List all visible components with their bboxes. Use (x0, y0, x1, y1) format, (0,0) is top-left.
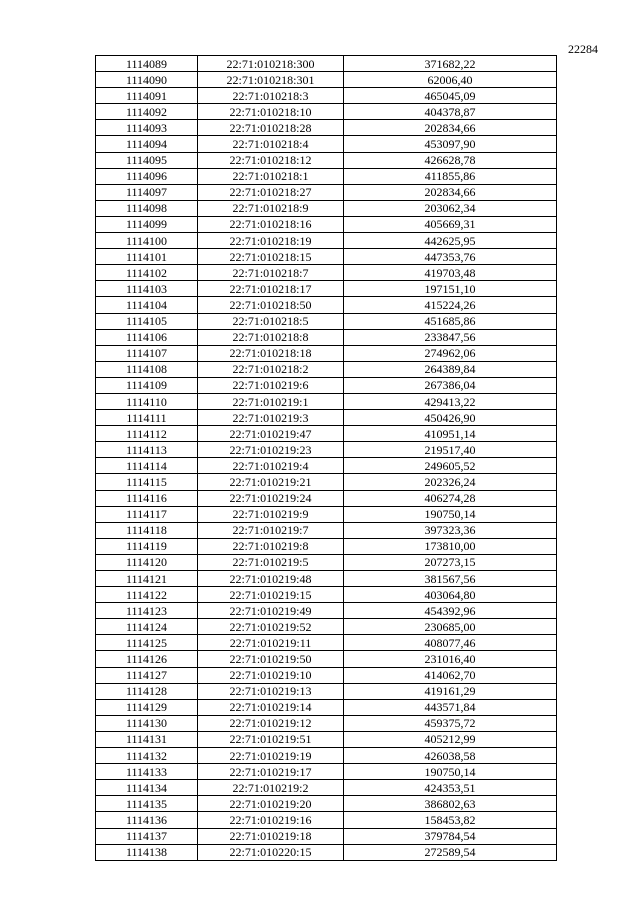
cadastral-number-cell: 22:71:010218:301 (198, 72, 344, 88)
cadastral-number-cell: 22:71:010219:51 (198, 731, 344, 747)
cadastral-value-cell: 426038,58 (344, 748, 557, 764)
row-number-cell: 1114106 (96, 329, 198, 345)
cadastral-value-cell: 371682,22 (344, 56, 557, 72)
table-row (96, 249, 557, 265)
cadastral-value-cell: 207273,15 (344, 554, 557, 570)
row-number-cell: 1114120 (96, 554, 198, 570)
table-row (96, 715, 557, 731)
table-row (96, 506, 557, 522)
cadastral-number-cell: 22:71:010219:9 (198, 506, 344, 522)
cadastral-value-cell: 406274,28 (344, 490, 557, 506)
row-number-cell: 1114094 (96, 136, 198, 152)
cadastral-number-cell: 22:71:010219:10 (198, 667, 344, 683)
cadastral-number-cell: 22:71:010219:13 (198, 683, 344, 699)
cadastral-value-cell: 450426,90 (344, 410, 557, 426)
cadastral-value-cell: 454392,96 (344, 603, 557, 619)
cadastral-number-cell: 22:71:010218:1 (198, 168, 344, 184)
cadastral-number-cell: 22:71:010219:19 (198, 748, 344, 764)
table-row (96, 474, 557, 490)
cadastral-number-cell: 22:71:010218:12 (198, 152, 344, 168)
table-row (96, 410, 557, 426)
row-number-cell: 1114101 (96, 249, 198, 265)
cadastral-value-cell: 411855,86 (344, 168, 557, 184)
row-number-cell: 1114121 (96, 571, 198, 587)
row-number-cell: 1114116 (96, 490, 198, 506)
table-row (96, 554, 557, 570)
cadastral-value-cell: 405212,99 (344, 731, 557, 747)
table-row (96, 571, 557, 587)
table-row (96, 168, 557, 184)
cadastral-number-cell: 22:71:010218:300 (198, 56, 344, 72)
row-number-cell: 1114098 (96, 200, 198, 216)
cadastral-value-table (95, 55, 557, 861)
row-number-cell: 1114097 (96, 184, 198, 200)
cadastral-number-cell: 22:71:010218:3 (198, 88, 344, 104)
cadastral-number-cell: 22:71:010218:4 (198, 136, 344, 152)
row-number-cell: 1114122 (96, 587, 198, 603)
cadastral-value-cell: 404378,87 (344, 104, 557, 120)
table-row (96, 152, 557, 168)
cadastral-number-cell: 22:71:010219:50 (198, 651, 344, 667)
row-number-cell: 1114133 (96, 764, 198, 780)
cadastral-number-cell: 22:71:010219:2 (198, 780, 344, 796)
cadastral-value-cell: 429413,22 (344, 393, 557, 409)
table-row (96, 88, 557, 104)
cadastral-number-cell: 22:71:010219:23 (198, 442, 344, 458)
cadastral-number-cell: 22:71:010218:2 (198, 361, 344, 377)
table-row (96, 683, 557, 699)
table-row (96, 796, 557, 812)
cadastral-number-cell: 22:71:010219:49 (198, 603, 344, 619)
cadastral-number-cell: 22:71:010219:15 (198, 587, 344, 603)
table-row (96, 104, 557, 120)
cadastral-value-cell: 202326,24 (344, 474, 557, 490)
cadastral-value-cell: 203062,34 (344, 200, 557, 216)
cadastral-value-cell: 465045,09 (344, 88, 557, 104)
row-number-cell: 1114126 (96, 651, 198, 667)
row-number-cell: 1114135 (96, 796, 198, 812)
cadastral-value-cell: 173810,00 (344, 538, 557, 554)
row-number-cell: 1114099 (96, 216, 198, 232)
table-row (96, 587, 557, 603)
cadastral-value-cell: 233847,56 (344, 329, 557, 345)
table-row (96, 393, 557, 409)
cadastral-value-cell: 202834,66 (344, 120, 557, 136)
cadastral-number-cell: 22:71:010219:12 (198, 715, 344, 731)
cadastral-value-cell: 397323,36 (344, 522, 557, 538)
table-row (96, 844, 557, 860)
page-number: 22284 (568, 42, 598, 56)
cadastral-number-cell: 22:71:010218:27 (198, 184, 344, 200)
cadastral-number-cell: 22:71:010219:52 (198, 619, 344, 635)
table-row (96, 361, 557, 377)
cadastral-value-cell: 451685,86 (344, 313, 557, 329)
cadastral-number-cell: 22:71:010219:48 (198, 571, 344, 587)
table-row (96, 764, 557, 780)
table-row (96, 699, 557, 715)
row-number-cell: 1114115 (96, 474, 198, 490)
row-number-cell: 1114131 (96, 731, 198, 747)
row-number-cell: 1114095 (96, 152, 198, 168)
table-row (96, 780, 557, 796)
cadastral-number-cell: 22:71:010218:8 (198, 329, 344, 345)
table-row (96, 731, 557, 747)
row-number-cell: 1114129 (96, 699, 198, 715)
row-number-cell: 1114124 (96, 619, 198, 635)
table-row (96, 265, 557, 281)
cadastral-number-cell: 22:71:010219:14 (198, 699, 344, 715)
cadastral-number-cell: 22:71:010219:17 (198, 764, 344, 780)
table-row (96, 619, 557, 635)
cadastral-number-cell: 22:71:010219:18 (198, 828, 344, 844)
cadastral-number-cell: 22:71:010219:21 (198, 474, 344, 490)
cadastral-value-cell: 197151,10 (344, 281, 557, 297)
row-number-cell: 1114096 (96, 168, 198, 184)
row-number-cell: 1114103 (96, 281, 198, 297)
cadastral-value-cell: 453097,90 (344, 136, 557, 152)
cadastral-number-cell: 22:71:010218:7 (198, 265, 344, 281)
cadastral-value-cell: 267386,04 (344, 377, 557, 393)
cadastral-value-cell: 459375,72 (344, 715, 557, 731)
cadastral-value-cell: 381567,56 (344, 571, 557, 587)
row-number-cell: 1114117 (96, 506, 198, 522)
table-row (96, 426, 557, 442)
row-number-cell: 1114113 (96, 442, 198, 458)
cadastral-number-cell: 22:71:010219:8 (198, 538, 344, 554)
row-number-cell: 1114132 (96, 748, 198, 764)
cadastral-number-cell: 22:71:010219:5 (198, 554, 344, 570)
table-row (96, 442, 557, 458)
cadastral-number-cell: 22:71:010220:15 (198, 844, 344, 860)
cadastral-value-cell: 158453,82 (344, 812, 557, 828)
table-row (96, 603, 557, 619)
row-number-cell: 1114091 (96, 88, 198, 104)
table-row (96, 458, 557, 474)
row-number-cell: 1114102 (96, 265, 198, 281)
table-row (96, 667, 557, 683)
table-row (96, 281, 557, 297)
row-number-cell: 1114110 (96, 393, 198, 409)
cadastral-value-cell: 386802,63 (344, 796, 557, 812)
cadastral-value-cell: 249605,52 (344, 458, 557, 474)
cadastral-number-cell: 22:71:010219:1 (198, 393, 344, 409)
table-row (96, 297, 557, 313)
row-number-cell: 1114137 (96, 828, 198, 844)
cadastral-value-cell: 419703,48 (344, 265, 557, 281)
table-row (96, 812, 557, 828)
row-number-cell: 1114130 (96, 715, 198, 731)
row-number-cell: 1114112 (96, 426, 198, 442)
table-row (96, 313, 557, 329)
cadastral-value-cell: 190750,14 (344, 764, 557, 780)
row-number-cell: 1114127 (96, 667, 198, 683)
cadastral-number-cell: 22:71:010219:4 (198, 458, 344, 474)
table-row (96, 136, 557, 152)
table-row (96, 635, 557, 651)
row-number-cell: 1114092 (96, 104, 198, 120)
row-number-cell: 1114118 (96, 522, 198, 538)
row-number-cell: 1114114 (96, 458, 198, 474)
cadastral-value-cell: 410951,14 (344, 426, 557, 442)
cadastral-number-cell: 22:71:010218:28 (198, 120, 344, 136)
cadastral-value-cell: 442625,95 (344, 233, 557, 249)
cadastral-number-cell: 22:71:010219:3 (198, 410, 344, 426)
table-row (96, 522, 557, 538)
cadastral-value-cell: 414062,70 (344, 667, 557, 683)
cadastral-value-cell: 405669,31 (344, 216, 557, 232)
cadastral-number-cell: 22:71:010219:16 (198, 812, 344, 828)
cadastral-value-cell: 415224,26 (344, 297, 557, 313)
cadastral-value-cell: 274962,06 (344, 345, 557, 361)
table-row (96, 828, 557, 844)
table-row (96, 748, 557, 764)
cadastral-value-cell: 219517,40 (344, 442, 557, 458)
table-row (96, 329, 557, 345)
cadastral-number-cell: 22:71:010219:47 (198, 426, 344, 442)
cadastral-number-cell: 22:71:010219:6 (198, 377, 344, 393)
table-row (96, 490, 557, 506)
cadastral-number-cell: 22:71:010218:9 (198, 200, 344, 216)
cadastral-number-cell: 22:71:010218:18 (198, 345, 344, 361)
table-row (96, 184, 557, 200)
cadastral-number-cell: 22:71:010219:20 (198, 796, 344, 812)
cadastral-number-cell: 22:71:010218:50 (198, 297, 344, 313)
cadastral-number-cell: 22:71:010218:17 (198, 281, 344, 297)
row-number-cell: 1114111 (96, 410, 198, 426)
row-number-cell: 1114136 (96, 812, 198, 828)
cadastral-number-cell: 22:71:010218:15 (198, 249, 344, 265)
row-number-cell: 1114123 (96, 603, 198, 619)
cadastral-number-cell: 22:71:010218:5 (198, 313, 344, 329)
cadastral-value-cell: 231016,40 (344, 651, 557, 667)
cadastral-value-cell: 403064,80 (344, 587, 557, 603)
cadastral-number-cell: 22:71:010218:10 (198, 104, 344, 120)
table-row (96, 216, 557, 232)
table-row (96, 538, 557, 554)
row-number-cell: 1114134 (96, 780, 198, 796)
row-number-cell: 1114100 (96, 233, 198, 249)
row-number-cell: 1114089 (96, 56, 198, 72)
row-number-cell: 1114090 (96, 72, 198, 88)
cadastral-number-cell: 22:71:010219:7 (198, 522, 344, 538)
cadastral-number-cell: 22:71:010218:16 (198, 216, 344, 232)
cadastral-value-cell: 408077,46 (344, 635, 557, 651)
cadastral-value-cell: 426628,78 (344, 152, 557, 168)
row-number-cell: 1114125 (96, 635, 198, 651)
cadastral-value-cell: 62006,40 (344, 72, 557, 88)
table-row (96, 377, 557, 393)
cadastral-value-cell: 202834,66 (344, 184, 557, 200)
table-body (96, 56, 557, 861)
cadastral-value-cell: 419161,29 (344, 683, 557, 699)
table-row (96, 56, 557, 72)
cadastral-value-cell: 443571,84 (344, 699, 557, 715)
cadastral-value-cell: 379784,54 (344, 828, 557, 844)
row-number-cell: 1114138 (96, 844, 198, 860)
cadastral-value-cell: 272589,54 (344, 844, 557, 860)
row-number-cell: 1114093 (96, 120, 198, 136)
row-number-cell: 1114105 (96, 313, 198, 329)
cadastral-number-cell: 22:71:010219:11 (198, 635, 344, 651)
table-row (96, 233, 557, 249)
row-number-cell: 1114107 (96, 345, 198, 361)
cadastral-number-cell: 22:71:010219:24 (198, 490, 344, 506)
row-number-cell: 1114109 (96, 377, 198, 393)
row-number-cell: 1114128 (96, 683, 198, 699)
table-row (96, 345, 557, 361)
cadastral-value-cell: 190750,14 (344, 506, 557, 522)
row-number-cell: 1114108 (96, 361, 198, 377)
cadastral-value-cell: 230685,00 (344, 619, 557, 635)
row-number-cell: 1114104 (96, 297, 198, 313)
table-row (96, 200, 557, 216)
cadastral-value-cell: 447353,76 (344, 249, 557, 265)
table-row (96, 651, 557, 667)
cadastral-value-cell: 264389,84 (344, 361, 557, 377)
cadastral-number-cell: 22:71:010218:19 (198, 233, 344, 249)
cadastral-value-cell: 424353,51 (344, 780, 557, 796)
table-row (96, 120, 557, 136)
row-number-cell: 1114119 (96, 538, 198, 554)
table-row (96, 72, 557, 88)
